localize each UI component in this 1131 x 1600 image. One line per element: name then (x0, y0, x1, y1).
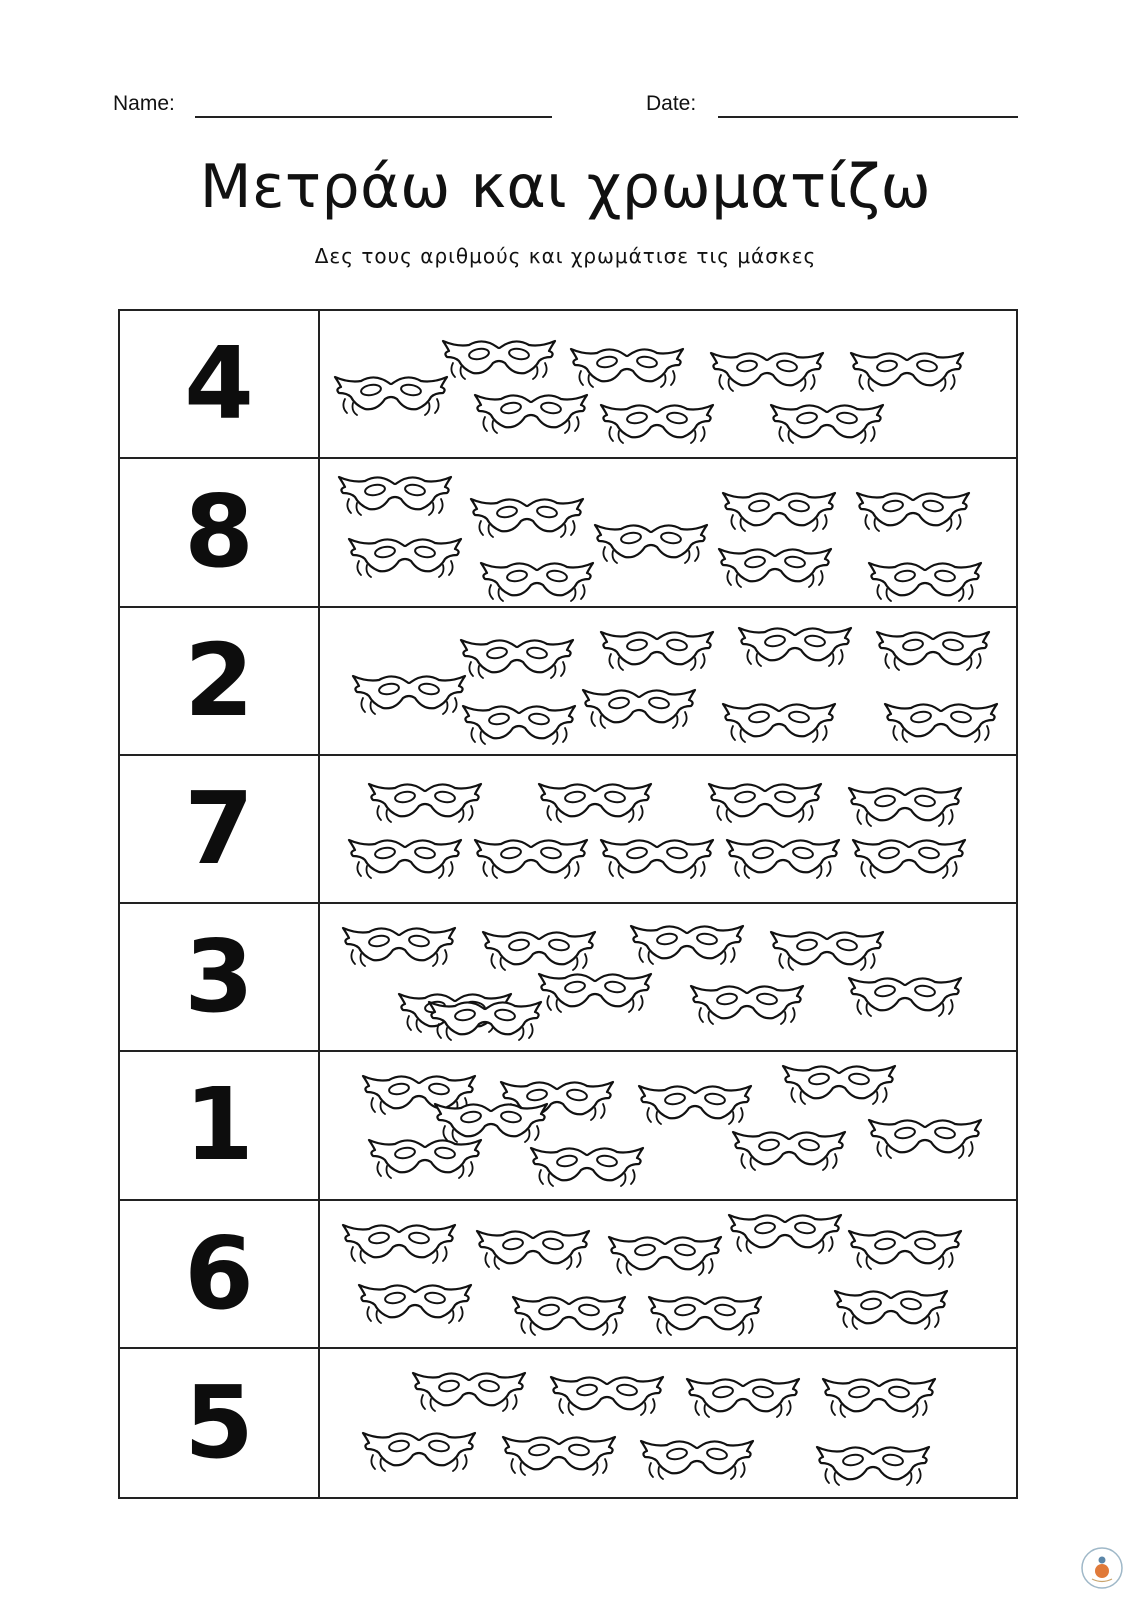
masks-cell (320, 1349, 1016, 1497)
table-row (120, 1052, 1016, 1200)
carnival-mask-icon[interactable] (846, 345, 968, 395)
counting-table (118, 309, 1018, 1499)
table-row (120, 311, 1016, 459)
masks-cell (320, 1201, 1016, 1347)
carnival-mask-icon[interactable] (456, 632, 578, 682)
carnival-mask-icon[interactable] (852, 485, 974, 535)
carnival-mask-icon[interactable] (718, 485, 840, 535)
carnival-mask-icon[interactable] (344, 531, 466, 581)
name-label: Name: (113, 92, 175, 115)
carnival-mask-icon[interactable] (358, 1425, 480, 1475)
carnival-mask-icon[interactable] (476, 555, 598, 605)
carnival-mask-icon[interactable] (596, 832, 718, 882)
masks-cell (320, 904, 1016, 1050)
carnival-mask-icon[interactable] (596, 397, 718, 447)
carnival-mask-icon[interactable] (604, 1229, 726, 1279)
carnival-mask-icon[interactable] (634, 1078, 756, 1128)
carnival-mask-icon[interactable] (844, 970, 966, 1020)
masks-cell (320, 608, 1016, 754)
name-field-line[interactable] (195, 116, 552, 118)
carnival-mask-icon[interactable] (330, 369, 452, 419)
carnival-mask-icon[interactable] (844, 1223, 966, 1273)
table-row (120, 904, 1016, 1052)
target-number: 6 (184, 1214, 254, 1332)
carnival-mask-icon[interactable] (766, 397, 888, 447)
target-number: 8 (184, 473, 254, 591)
masks-cell (320, 311, 1016, 457)
carnival-mask-icon[interactable] (722, 832, 844, 882)
carnival-mask-icon[interactable] (686, 978, 808, 1028)
number-cell (120, 756, 320, 902)
carnival-mask-icon[interactable] (872, 624, 994, 674)
carnival-mask-icon[interactable] (470, 387, 592, 437)
logo-icon (1080, 1546, 1124, 1590)
target-number: 2 (184, 621, 254, 739)
carnival-mask-icon[interactable] (864, 555, 986, 605)
carnival-mask-icon[interactable] (348, 668, 470, 718)
table-row (120, 1349, 1016, 1497)
carnival-mask-icon[interactable] (534, 966, 656, 1016)
carnival-mask-icon[interactable] (338, 1217, 460, 1267)
target-number: 4 (184, 325, 254, 443)
number-cell (120, 608, 320, 754)
number-cell (120, 1052, 320, 1198)
carnival-mask-icon[interactable] (626, 918, 748, 968)
carnival-mask-icon[interactable] (438, 333, 560, 383)
worksheet-title: Μετράω και χρωματίζω (199, 152, 932, 222)
carnival-mask-icon[interactable] (682, 1371, 804, 1421)
carnival-mask-icon[interactable] (812, 1439, 934, 1489)
table-row (120, 756, 1016, 904)
carnival-mask-icon[interactable] (466, 491, 588, 541)
carnival-mask-icon[interactable] (590, 517, 712, 567)
table-row (120, 459, 1016, 607)
number-cell (120, 904, 320, 1050)
carnival-mask-icon[interactable] (596, 624, 718, 674)
carnival-mask-icon[interactable] (734, 620, 856, 670)
carnival-mask-icon[interactable] (844, 780, 966, 830)
carnival-mask-icon[interactable] (498, 1429, 620, 1479)
carnival-mask-icon[interactable] (408, 1365, 530, 1415)
number-cell (120, 459, 320, 605)
carnival-mask-icon[interactable] (644, 1289, 766, 1339)
carnival-mask-icon[interactable] (344, 832, 466, 882)
carnival-mask-icon[interactable] (706, 345, 828, 395)
carnival-mask-icon[interactable] (364, 776, 486, 826)
carnival-mask-icon[interactable] (534, 776, 656, 826)
masks-cell (320, 756, 1016, 902)
target-number: 1 (184, 1066, 254, 1184)
carnival-mask-icon[interactable] (526, 1140, 648, 1190)
number-cell (120, 1349, 320, 1497)
carnival-mask-icon[interactable] (470, 832, 592, 882)
carnival-mask-icon[interactable] (778, 1058, 900, 1108)
number-cell (120, 311, 320, 457)
carnival-mask-icon[interactable] (566, 341, 688, 391)
carnival-mask-icon[interactable] (354, 1277, 476, 1327)
date-label: Date: (646, 92, 697, 115)
carnival-mask-icon[interactable] (704, 776, 826, 826)
carnival-mask-icon[interactable] (430, 1096, 552, 1146)
carnival-mask-icon[interactable] (830, 1283, 952, 1333)
carnival-mask-icon[interactable] (864, 1112, 986, 1162)
table-row (120, 1201, 1016, 1349)
carnival-mask-icon[interactable] (424, 994, 546, 1044)
carnival-mask-icon[interactable] (818, 1371, 940, 1421)
number-cell (120, 1201, 320, 1347)
carnival-mask-icon[interactable] (718, 696, 840, 746)
carnival-mask-icon[interactable] (458, 698, 580, 748)
carnival-mask-icon[interactable] (636, 1433, 758, 1483)
carnival-mask-icon[interactable] (724, 1207, 846, 1257)
carnival-mask-icon[interactable] (766, 924, 888, 974)
carnival-mask-icon[interactable] (578, 682, 700, 732)
date-field-line[interactable] (718, 116, 1018, 118)
worksheet-instructions: Δες τους αριθμούς και χρωμάτισε τις μάσκες (314, 244, 817, 268)
carnival-mask-icon[interactable] (508, 1289, 630, 1339)
target-number: 3 (184, 918, 254, 1036)
carnival-mask-icon[interactable] (334, 469, 456, 519)
target-number: 7 (184, 769, 254, 887)
carnival-mask-icon[interactable] (880, 696, 1002, 746)
carnival-mask-icon[interactable] (472, 1223, 594, 1273)
table-row (120, 608, 1016, 756)
masks-cell (320, 1052, 1016, 1198)
carnival-mask-icon[interactable] (338, 920, 460, 970)
carnival-mask-icon[interactable] (848, 832, 970, 882)
carnival-mask-icon[interactable] (546, 1369, 668, 1419)
masks-cell (320, 459, 1016, 605)
target-number: 5 (184, 1363, 254, 1481)
carnival-mask-icon[interactable] (728, 1124, 850, 1174)
carnival-mask-icon[interactable] (714, 541, 836, 591)
